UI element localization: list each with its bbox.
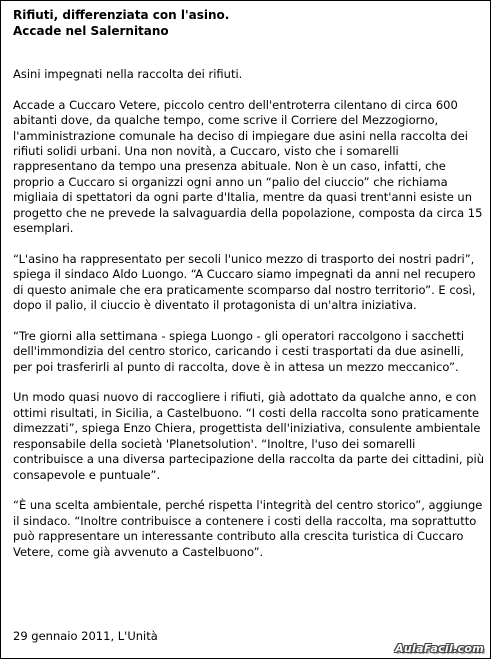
article-title-line-1: Rifiuti, differenziata con l'asino. [13, 8, 230, 22]
article-lead: Asini impegnati nella raccolta dei rifiuti. [13, 67, 243, 81]
article-title [13, 7, 483, 39]
aulafacil-logo: AulaFacil.com [395, 642, 484, 655]
article-paragraph: Accade a Cuccaro Vetere, piccolo centro dell'entroterra cilentano di circa 600 abitanti dove, da qualche tempo, come scrive il Corriere del Mezzogiorno, l'amministrazione comunale ha deciso di impiegare due asini nella raccolta dei rifiuti solidi urbani. Una non novità, a Cuccaro, visto che i somarelli rappresentano da tempo una presenza abituale. Non è un caso, infatti, che proprio a Cuccaro si organizzi ogni anno un “palio del ciuccio” che richiama migliaia di spettatori da ogni parte d'Italia, mentre da quasi trent'anni esiste un progetto che ne prevede la salvaguardia della popolazione, composta da circa 15 esemplari. [13, 97, 483, 236]
article-source-date: 29 gennaio 2011, L'Unità [13, 629, 158, 643]
article-paragraph: Un modo quasi nuovo di raccogliere i rifiuti, già adottato da qualche anno, e con ottimi risultati, in Sicilia, a Castelbuono. “I costi della raccolta sono praticamente dimezzati”, spiega Enzo Chiera, progettista dell'iniziativa, consulente ambientale responsabile della società 'Planetsolution'. “Inoltre, l'uso dei somarelli contribuisce a una diversa partecipazione della raccolta da parte dei cittadini, più consapevole e puntuale”. [13, 390, 485, 482]
article-paragraph: “Tre giorni alla settimana - spiega Luongo - gli operatori raccolgono i sacchetti dell'immondizia del centro storico, caricando i cesti trasportati da due asinelli, per poi trasferirli al punto di raccolta, dove è in attesa un mezzo meccanico”. [13, 328, 465, 374]
article-paragraph: “L'asino ha rappresentato per secoli l'unico mezzo di trasporto dei nostri padri”, spiega il sindaco Aldo Luongo. “A Cuccaro siamo impegnati da anni nel recupero di questo animale che era praticamente scomparso dal nostro territorio”. E così, dopo il palio, il ciuccio è diventato il protagonista di un'altra iniziativa. [13, 251, 476, 313]
article-title-line-2: Accade nel Salernitano [13, 24, 169, 38]
article-body [13, 67, 485, 575]
article-paragraph: “È una scelta ambientale, perché rispetta l'integrità del centro storico”, aggiunge il sindaco. “Inoltre contribuisce a contenere i costi della raccolta, ma soprattutto può rappresentare un interessante contributo alla crescita turistica di Cuccaro Vetere, come già avvenuto a Castelbuono”. [13, 498, 483, 559]
